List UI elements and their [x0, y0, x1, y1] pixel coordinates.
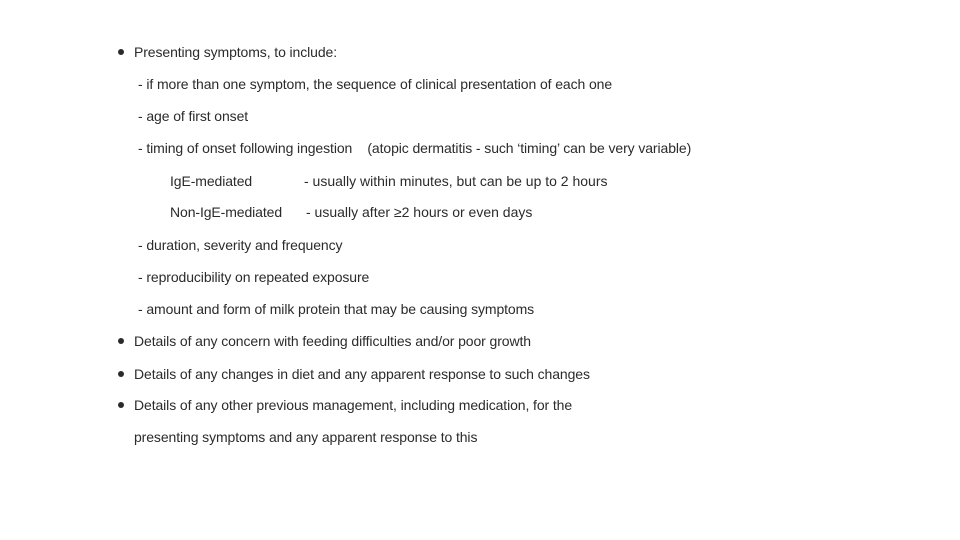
subitem-reproducibility: - reproducibility on repeated exposure — [138, 269, 370, 285]
bullet-text-management-continued: presenting symptoms and any apparent response to this — [134, 429, 478, 445]
subitem-age-onset: - age of first onset — [138, 108, 249, 124]
subitem-timing-onset: - timing of onset following ingestion (atopic dermatitis - such ‘timing’ can be very variable) — [138, 140, 692, 156]
timing-detail-ige: - usually within minutes, but can be up to 2 hours — [304, 173, 608, 189]
timing-detail-non-ige: - usually after ≥2 hours or even days — [306, 204, 533, 220]
bullet-text-presenting-symptoms: Presenting symptoms, to include: — [134, 44, 338, 60]
bullet-marker — [118, 371, 124, 377]
timing-label-non-ige: Non-IgE-mediated — [170, 204, 283, 220]
bullet-marker — [118, 49, 124, 55]
bullet-text-feeding: Details of any concern with feeding difficulties and/or poor growth — [134, 333, 531, 349]
bullet-text-management: Details of any other previous management, including medication, for the — [134, 397, 573, 413]
subitem-amount-form: - amount and form of milk protein that may be causing symptoms — [138, 301, 535, 317]
bullet-marker — [118, 402, 124, 408]
subitem-duration: - duration, severity and frequency — [138, 237, 343, 253]
timing-label-ige: IgE-mediated — [170, 173, 253, 189]
bullet-marker — [118, 338, 124, 344]
subitem-sequence: - if more than one symptom, the sequence of clinical presentation of each one — [138, 76, 613, 92]
bullet-text-diet: Details of any changes in diet and any apparent response to such changes — [134, 366, 590, 382]
